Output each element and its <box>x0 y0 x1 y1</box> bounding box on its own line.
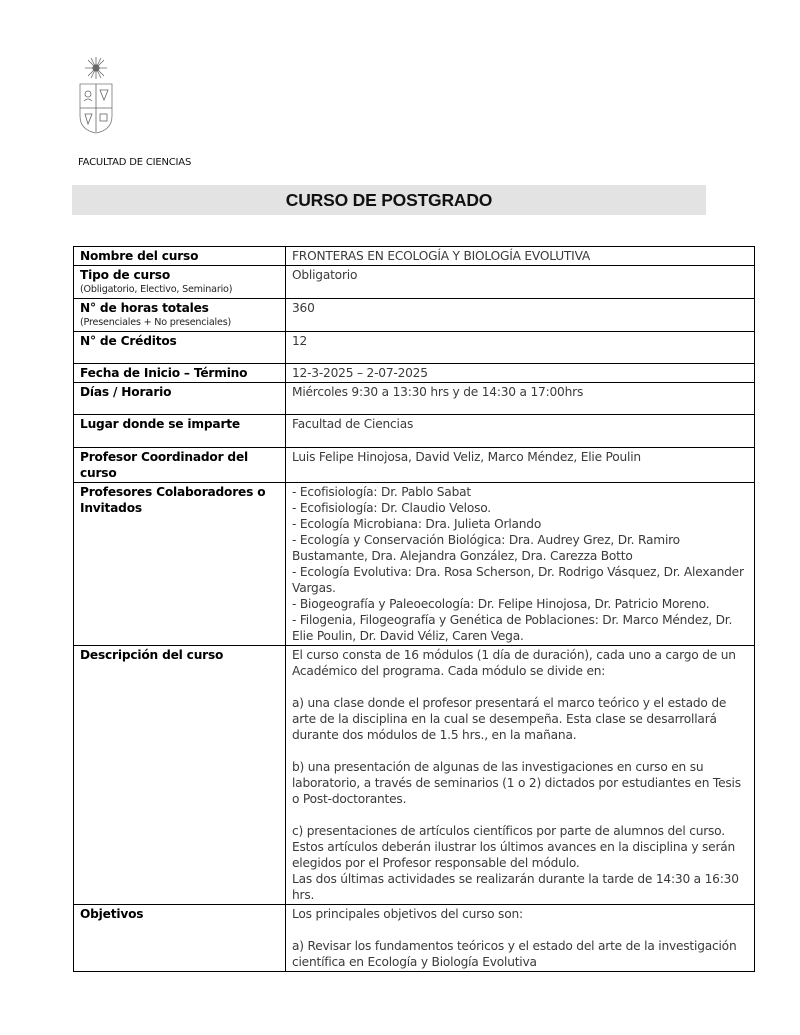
page-title: CURSO DE POSTGRADO <box>285 190 493 210</box>
value-coordinador: Luis Felipe Hinojosa, David Veliz, Marco Méndez, Elie Poulin <box>286 448 755 483</box>
label-creditos: N° de Créditos <box>74 332 286 364</box>
descripcion-paragraph: b) una presentación de algunas de las investigaciones en curso en su laboratorio, a través de seminarios (1 o 2) dictados por estudiantes en Tesis o Post-doctorantes. <box>292 760 741 806</box>
faculty-name: FACULTAD DE CIENCIAS <box>78 157 192 168</box>
row-horas <box>74 299 755 332</box>
objetivos-paragraph: Los principales objetivos del curso son: <box>292 907 523 921</box>
value-lugar: Facultad de Ciencias <box>286 415 755 448</box>
value-colaboradores <box>286 483 755 646</box>
value-nombre: FRONTERAS EN ECOLOGÍA Y BIOLOGÍA EVOLUTIVA <box>286 247 755 266</box>
label-objetivos: Objetivos <box>74 905 286 972</box>
value-tipo: Obligatorio <box>286 266 755 299</box>
colaborador-item: - Ecología y Conservación Biológica: Dra. Audrey Grez, Dr. Ramiro Bustamante, Dra. Alejandra González, Dra. Carezza Botto <box>292 533 680 563</box>
colaborador-item: - Biogeografía y Paleoecología: Dr. Felipe Hinojosa, Dr. Patricio Moreno. <box>292 597 710 611</box>
value-dias: Miércoles 9:30 a 13:30 hrs y de 14:30 a 17:00hrs <box>286 383 755 415</box>
label-fecha: Fecha de Inicio – Término <box>74 364 286 383</box>
label-tipo-cell <box>74 266 286 299</box>
row-colaboradores <box>74 483 755 646</box>
descripcion-paragraph: a) una clase donde el profesor presentará el marco teórico y el estado de arte de la disciplina en la cual se desempeña. Esta clase se desarrollará durante dos módulos de 1.5 hrs., en la mañana. <box>292 696 727 742</box>
row-dias <box>74 383 755 415</box>
row-descripcion <box>74 646 755 905</box>
colaborador-item: - Ecología Evolutiva: Dra. Rosa Scherson, Dr. Rodrigo Vásquez, Dr. Alexander Vargas. <box>292 565 744 595</box>
label-horas-sub: (Presenciales + No presenciales) <box>80 317 232 328</box>
row-objetivos <box>74 905 755 972</box>
colaborador-item: - Ecofisiología: Dr. Claudio Veloso. <box>292 501 491 515</box>
label-tipo-sub: (Obligatorio, Electivo, Seminario) <box>80 284 233 295</box>
row-coordinador <box>74 448 755 483</box>
label-nombre: Nombre del curso <box>74 247 286 266</box>
value-objetivos <box>286 905 755 972</box>
value-creditos: 12 <box>286 332 755 364</box>
title-banner <box>72 185 706 215</box>
label-horas: N° de horas totales <box>80 301 209 315</box>
objetivos-paragraph: a) Revisar los fundamentos teóricos y el estado del arte de la investigación científica en Ecología y Biología Evolutiva <box>292 939 737 969</box>
row-fecha <box>74 364 755 383</box>
label-tipo: Tipo de curso <box>80 268 171 282</box>
course-info-table <box>73 246 755 972</box>
row-nombre <box>74 247 755 266</box>
descripcion-paragraph: El curso consta de 16 módulos (1 día de duración), cada uno a cargo de un Académico del programa. Cada módulo se divide en: <box>292 648 736 678</box>
colaborador-item: - Filogenia, Filogeografía y Genética de Poblaciones: Dr. Marco Méndez, Dr. Elie Poulin, Dr. David Véliz, Caren Vega. <box>292 613 733 643</box>
label-horas-cell <box>74 299 286 332</box>
colaborador-item: - Ecofisiología: Dr. Pablo Sabat <box>292 485 471 499</box>
descripcion-paragraph: Las dos últimas actividades se realizarán durante la tarde de 14:30 a 16:30 hrs. <box>292 872 739 902</box>
university-seal-icon <box>76 56 116 134</box>
label-descripcion: Descripción del curso <box>74 646 286 905</box>
descripcion-paragraph: c) presentaciones de artículos científicos por parte de alumnos del curso. Estos artículos deberán ilustrar los últimos avances en la disciplina y serán elegidos por el Profesor responsable del módulo. <box>292 824 736 870</box>
colaborador-item: - Ecología Microbiana: Dra. Julieta Orlando <box>292 517 542 531</box>
label-coordinador: Profesor Coordinador del curso <box>74 448 286 483</box>
row-creditos <box>74 332 755 364</box>
row-tipo <box>74 266 755 299</box>
row-lugar <box>74 415 755 448</box>
label-dias: Días / Horario <box>74 383 286 415</box>
value-descripcion <box>286 646 755 905</box>
label-lugar: Lugar donde se imparte <box>74 415 286 448</box>
value-horas: 360 <box>286 299 755 332</box>
value-fecha: 12-3-2025 – 2-07-2025 <box>286 364 755 383</box>
label-colaboradores: Profesores Colaboradores o Invitados <box>74 483 286 646</box>
